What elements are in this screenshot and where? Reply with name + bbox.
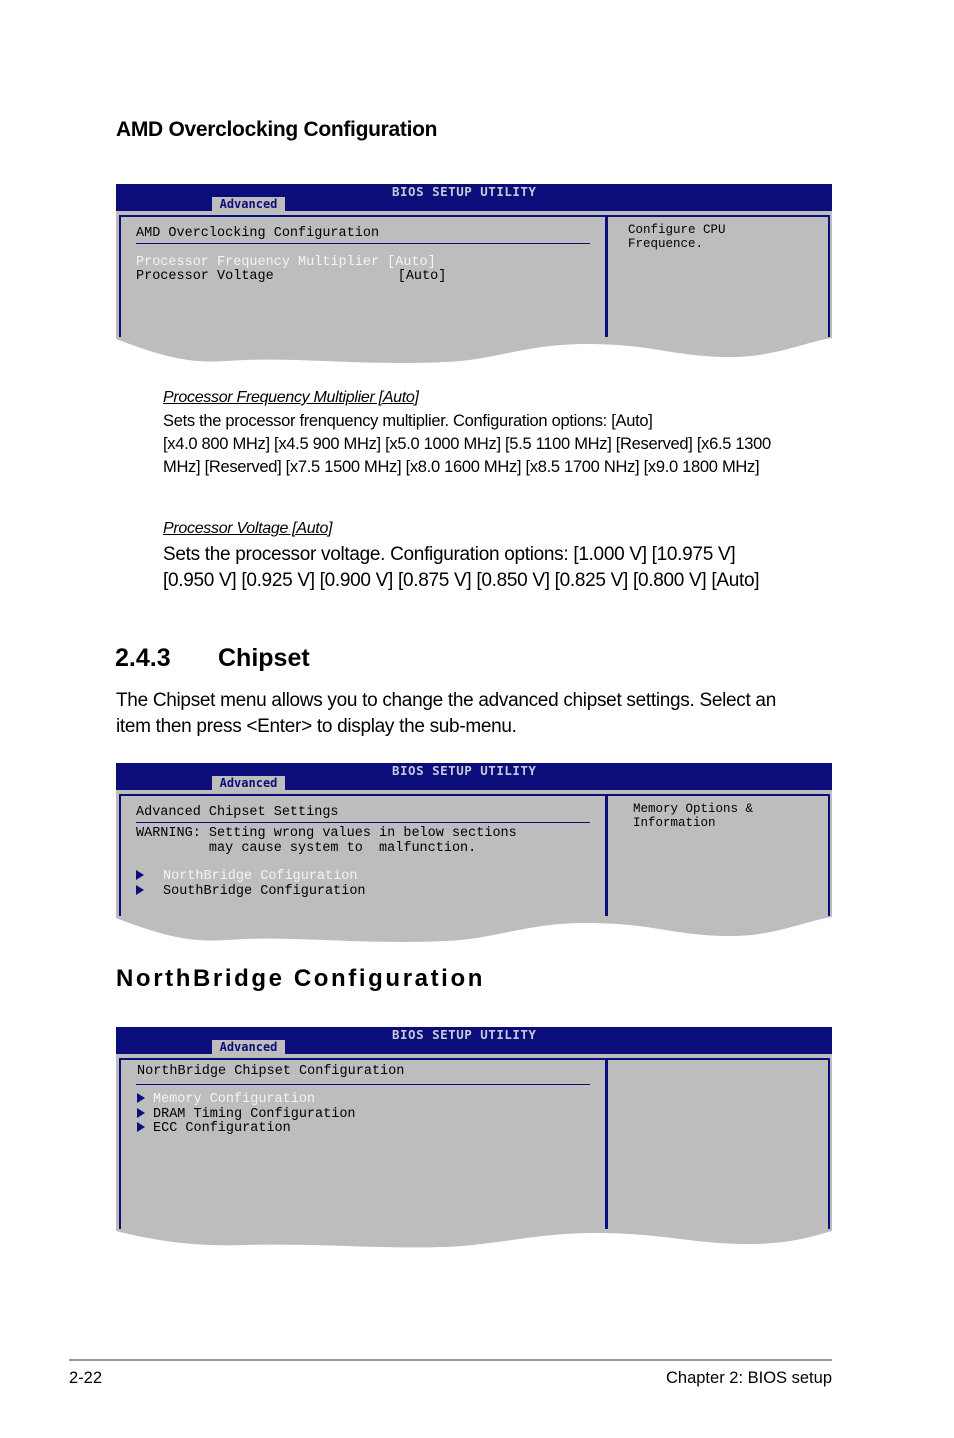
bios-utility-title: BIOS SETUP UTILITY	[392, 763, 537, 778]
bios-section-title: Advanced Chipset Settings	[136, 805, 339, 820]
help-line-1: Memory Options &	[633, 802, 754, 816]
menu-item-processor-voltage[interactable]: Processor Voltage [Auto]	[136, 269, 447, 284]
bios-panel-chipset	[116, 763, 832, 948]
tab-advanced[interactable]: Advanced	[212, 197, 285, 211]
torn-edge	[116, 334, 832, 369]
chapter-label: Chapter 2: BIOS setup	[665, 1369, 832, 1387]
footer-rule	[69, 1359, 832, 1361]
warning-line-2: may cause system to malfunction.	[136, 841, 477, 856]
amd-heading: AMD Overclocking Configuration	[116, 118, 438, 141]
menu-item-ecc-config[interactable]: ECC Configuration	[137, 1122, 291, 1137]
help-line-1: Configure CPU	[628, 223, 726, 237]
bios-panel-amd	[116, 184, 832, 369]
page-number: 2-22	[69, 1369, 103, 1387]
section-title: Chipset	[218, 644, 310, 672]
voltage-desc-line: [0.950 V] [0.925 V] [0.900 V] [0.875 V] [0.850 V] [0.825 V] [0.800 V] [Auto]	[163, 570, 760, 591]
help-line-2: Information	[633, 816, 716, 830]
freq-desc-line: MHz] [Reserved] [x7.5 1500 MHz] [x8.0 1600 MHz] [x8.5 1700 NHz] [x9.0 1800 MHz]	[163, 458, 760, 476]
bios-panel-northbridge	[116, 1027, 832, 1252]
help-line-2: Frequence.	[628, 237, 704, 251]
menu-item-northbridge[interactable]: NorthBridge Cofiguration	[136, 870, 357, 885]
chipset-desc-line: item then press <Enter> to display the sub-menu.	[116, 716, 517, 737]
submenu-arrow-icon	[137, 1108, 145, 1118]
warning-line-1: WARNING: Setting wrong values in below sections	[136, 826, 517, 841]
tab-advanced[interactable]: Advanced	[212, 1040, 285, 1054]
menu-item-freq-multiplier[interactable]: Processor Frequency Multiplier [Auto]	[136, 255, 436, 270]
northbridge-heading: NorthBridge Configuration	[116, 965, 485, 992]
bios-section-title: NorthBridge Chipset Configuration	[137, 1064, 405, 1079]
bios-utility-title: BIOS SETUP UTILITY	[392, 1027, 537, 1042]
submenu-arrow-icon	[136, 870, 144, 880]
torn-edge	[116, 1227, 832, 1252]
item-title-freq: Processor Frequency Multiplier [Auto]	[163, 389, 419, 406]
freq-desc-line: [x4.0 800 MHz] [x4.5 900 MHz] [x5.0 1000 MHz] [5.5 1100 MHz] [Reserved] [x6.5 1300	[163, 435, 771, 453]
menu-item-dram-timing[interactable]: DRAM Timing Configuration	[137, 1108, 356, 1123]
section-number: 2.4.3	[115, 644, 171, 672]
submenu-arrow-icon	[137, 1122, 145, 1132]
freq-desc-line: Sets the processor frenquency multiplier. Configuration options: [Auto]	[163, 412, 653, 430]
bios-section-title: AMD Overclocking Configuration	[136, 226, 380, 241]
tab-advanced[interactable]: Advanced	[212, 776, 285, 790]
menu-item-memory-config[interactable]: Memory Configuration	[137, 1093, 315, 1108]
menu-item-southbridge[interactable]: SouthBridge Configuration	[136, 885, 366, 900]
chipset-desc-line: The Chipset menu allows you to change the advanced chipset settings. Select an	[116, 690, 776, 711]
item-title-voltage: Processor Voltage [Auto]	[163, 520, 333, 537]
submenu-arrow-icon	[137, 1093, 145, 1103]
submenu-arrow-icon	[136, 885, 144, 895]
bios-utility-title: BIOS SETUP UTILITY	[392, 184, 537, 199]
torn-edge	[116, 913, 832, 948]
voltage-desc-line: Sets the processor voltage. Configuration options: [1.000 V] [10.975 V]	[163, 544, 736, 565]
